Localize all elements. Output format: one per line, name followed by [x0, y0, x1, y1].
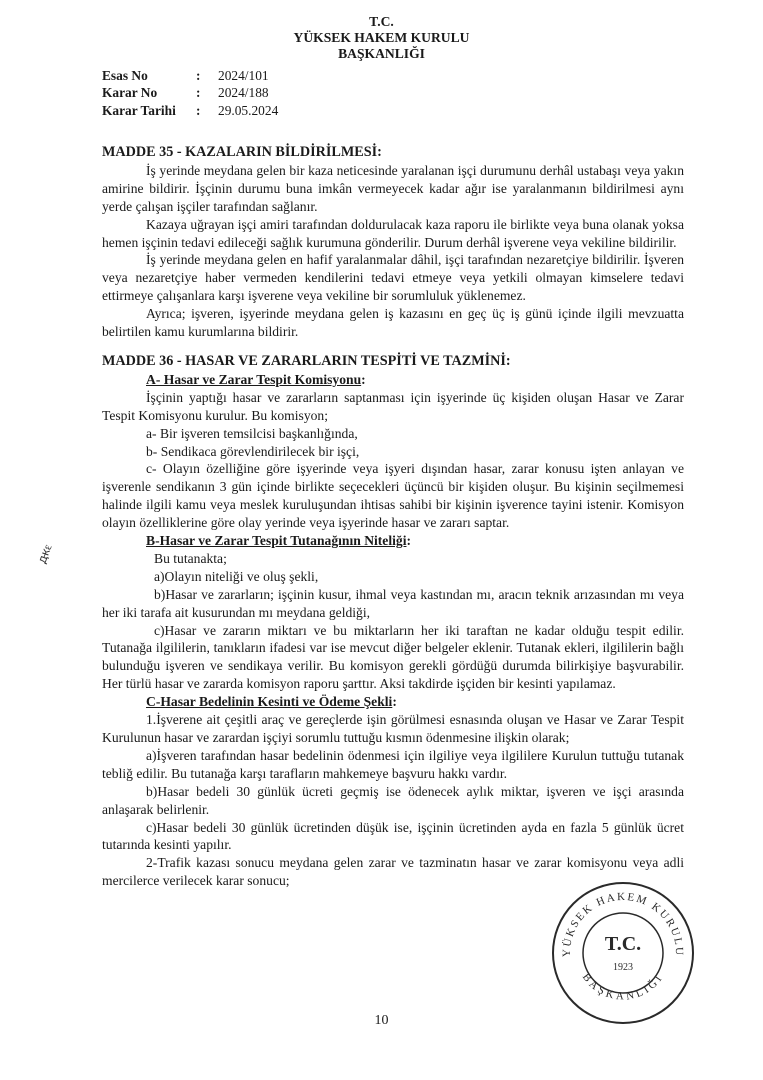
section-b-title — [102, 532, 684, 550]
meta-row-tarih — [102, 102, 278, 119]
seal-ring-top-text: YÜKSEK HAKEM KURULU — [560, 890, 686, 958]
section-c-title-text: C-Hasar Bedelinin Kesinti ve Ödeme Şekli — [146, 694, 393, 710]
meta-label: Esas No — [102, 68, 148, 83]
header-tc: T.C. — [369, 14, 394, 29]
meta-label: Karar No — [102, 85, 158, 101]
section-b-intro: Bu tutanakta; — [154, 550, 227, 566]
seal-center-text: T.C. — [604, 933, 642, 955]
article-35-paragraph: İş yerinde meydana gelen bir kaza neticesinde yaralanan işçi durumunu derhâl ustabaşı veya yakın amirine bildirir. İşçinin durumu buna imkân vermeyecek kadar ağır ise yaralanmanın bildirilmesi aynı yerde çalışan işçiler tarafından sağlanır. — [102, 162, 684, 214]
article-35-heading: MADDE 35 - KAZALARIN BİLDİRİLMESİ: — [102, 144, 382, 160]
section-a-title — [102, 371, 684, 389]
section-c-item: c)Hasar bedeli 30 günlük ücretinden düşük ise, işçinin ücretinden ayda en fazla 5 günlük ücret tutarında kesinti yapılır. — [102, 819, 684, 853]
meta-row-esas — [102, 67, 278, 84]
section-c-title — [102, 693, 684, 711]
article-35-paragraph: Kazaya uğrayan işçi amiri tarafından doldurulacak kaza raporu ile birlikte veya buna olanak yoksa hemen işçinin tedavi edileceği sağlık kurumuna gönderilir. Durum derhâl işverene veya vekiline bildirilir. — [102, 216, 684, 250]
document-header — [0, 14, 763, 62]
section-b-item: a)Olayın niteliği ve oluş şekli, — [154, 568, 319, 584]
page-number: 10 — [374, 1013, 389, 1028]
section-c-colon: : — [392, 694, 397, 710]
official-seal-stamp — [548, 878, 698, 1028]
meta-value: 29.05.2024 — [218, 102, 279, 118]
section-a-item: b- Sendikaca görevlendirilecek bir işçi, — [146, 443, 360, 459]
section-c-item: a)İşveren tarafından hasar bedelinin ödenmesi için ilgiliye veya ilgililere Kurulun tuttuğu tutanak tebliğ edilir. Bu tutanağa karşı tarafların mahkemeye başvuru hakkı vardır. — [102, 747, 684, 781]
seal-year: 1923 — [613, 962, 633, 973]
meta-value: 2024/101 — [218, 68, 269, 83]
section-a-item: c- Olayın özelliğine göre işyerinde veya işyeri dışından hasar, zarar konusu işten anlayan ve işverenle sendikanın 3 gün içinde birlikte seçecekleri üçüncü bir kişiden oluşur. Bu kişinin seçilmemesi halinde ilgili kamu veya meslek kuruluşundan ihtisas sahibi bir kişinin işverence tayini istenir. Komisyon olayın özelliklerine göre olay yerinde veya işyerinde hasar ve zararı saptar. — [102, 461, 684, 531]
section-b-colon: : — [406, 533, 412, 549]
section-a-item: a- Bir işveren temsilcisi başkanlığında, — [146, 425, 358, 441]
section-b-title-text: B-Hasar ve Zarar Tespit Tutanağının Niteliği — [146, 533, 407, 549]
meta-sep: : — [196, 102, 201, 118]
header-department: BAŞKANLIĞI — [338, 46, 425, 61]
header-institution: YÜKSEK HAKEM KURULU — [293, 30, 470, 45]
meta-sep: : — [196, 68, 201, 83]
document-body — [102, 144, 684, 890]
meta-row-karar — [102, 84, 278, 101]
section-a-title-text: A- Hasar ve Zarar Tespit Komisyonu — [146, 371, 362, 387]
meta-sep: : — [196, 85, 201, 101]
meta-value: 2024/188 — [218, 85, 269, 101]
section-c-paragraph: 2-Trafik kazası sonucu meydana gelen zarar ve tazminatın hasar ve zarar komisyonu veya adli mercilerce verilecek karar sonucu; — [102, 855, 684, 889]
section-a-paragraph: İşçinin yaptığı hasar ve zararların saptanması için işyerinde üç kişiden oluşan Hasar ve Zarar Tespit Komisyonu kurulur. Bu komisyon; — [102, 389, 684, 423]
section-a-colon: : — [361, 371, 366, 387]
section-b-item: c)Hasar ve zararın miktarı ve bu miktarların her iki taraftan ne kadar olduğu tespit edilir. Tutanağa ilgililerin, tanıkların ifadesi var ise mevcut diğer belgeler eklenir. Tutanak ekleri, ilgililerin bağlı bulunduğu işveren ve sendikaya verilir. Bu komisyon gerekli gördüğü durumda bilirkişiye başvurabilir. Her türlü hasar ve zararda komisyon raporu şarttır. Aksi takdirde işçiden bir kesinti yapılamaz. — [102, 622, 684, 692]
case-meta — [102, 67, 278, 119]
margin-handwritten-mark: ԫԑ — [34, 542, 55, 566]
article-35-paragraph: İş yerinde meydana gelen en hafif yaralanmalar dâhil, işçi tarafından nezaretçiye bildirilir. İşveren veya nezaretçiye haber vermeden kendilerini tedavi etmeye veya yetkili olmayan kimselere tedavi ettirmeye çalışanlara karşı işverene veya vekiline bir sorumluluk yüklenemez. — [102, 252, 684, 304]
section-c-paragraph: 1.İşverene ait çeşitli araç ve gereçlerde işin görülmesi esnasında oluşan ve Hasar ve Zarar Tespit Kurulunun hasar ve zarardan işçiyi sorumlu tuttuğu kısmın ödenmesine ilişkin olarak; — [102, 712, 684, 745]
section-b-item: b)Hasar ve zararların; işçinin kusur, ihmal veya kastından mı, aracın teknik arızasından mı veya her iki tarafa ait kusurundan mı meydana geldiği, — [102, 586, 684, 620]
article-35-paragraph: Ayrıca; işveren, işyerinde meydana gelen iş kazasını en geç üç iş günü içinde ilgili mevzuatta belirtilen kamu kurumlarına bildirir. — [102, 306, 684, 340]
section-c-item: b)Hasar bedeli 30 günlük ücreti geçmiş ise ödenecek aylık miktar, işveren ve işçi arasında anlaşarak belirlenir. — [102, 783, 684, 817]
seal-ring-bottom-text: BAŞKANLIĞI — [579, 971, 667, 1003]
article-36-heading: MADDE 36 - HASAR VE ZARARLARIN TESPİTİ VE TAZMİNİ: — [102, 352, 511, 369]
meta-label: Karar Tarihi — [102, 102, 176, 118]
